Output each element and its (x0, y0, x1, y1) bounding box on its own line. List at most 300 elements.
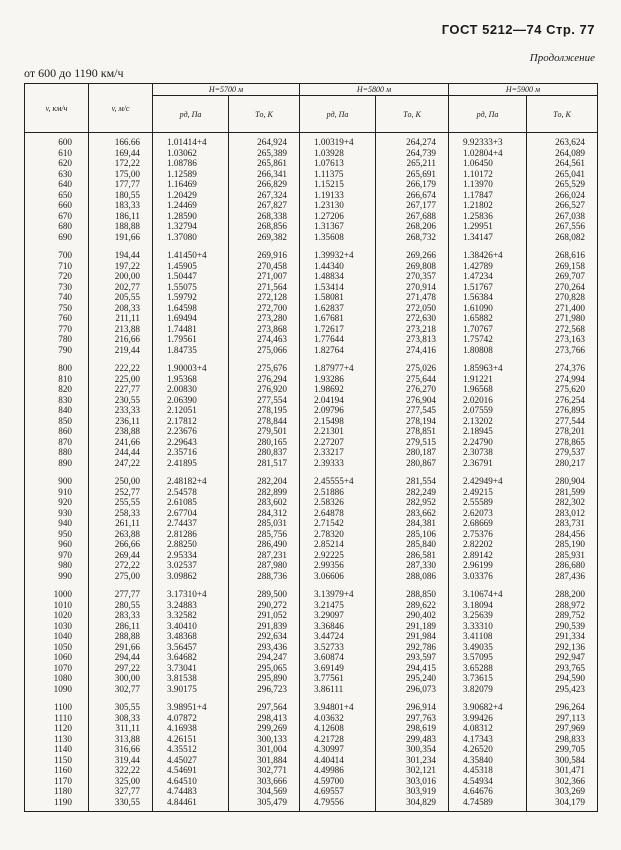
cell-t-h5700: 295,890 (229, 673, 300, 684)
cell-v-ms: 252,77 (89, 487, 153, 498)
cell-v-ms: 322,22 (89, 765, 153, 776)
cell-t-h5900: 294,590 (527, 673, 598, 684)
cell-t-h5900: 285,931 (527, 550, 598, 561)
table-row (25, 713, 598, 724)
cell-p-h5800: 2.27207 (300, 437, 376, 448)
cell-v-kmh: 1020 (25, 610, 89, 621)
cell-p-h5800: 4.30997 (300, 744, 376, 755)
cell-p-h5700: 2.74437 (153, 518, 229, 529)
table-row (25, 158, 598, 169)
cell-v-kmh: 620 (25, 158, 89, 169)
cell-t-h5700: 275,676 (229, 355, 300, 374)
table-row (25, 221, 598, 232)
cell-t-h5800: 276,270 (376, 384, 449, 395)
cell-p-h5900: 3.33310 (449, 621, 527, 632)
cell-p-h5800: 2.51886 (300, 487, 376, 498)
cell-v-kmh: 830 (25, 395, 89, 406)
cell-p-h5700: 4.74483 (153, 786, 229, 797)
cell-v-ms: 258,33 (89, 508, 153, 519)
cell-p-h5800: 1.67681 (300, 313, 376, 324)
cell-v-ms: 283,33 (89, 610, 153, 621)
cell-p-h5800: 1.53414 (300, 282, 376, 293)
cell-p-h5800: 2.92225 (300, 550, 376, 561)
cell-p-h5900: 3.03376 (449, 571, 527, 582)
cell-p-h5800: 2.39333 (300, 458, 376, 469)
cell-p-h5700: 4.35512 (153, 744, 229, 755)
cell-p-h5800: 1.35608 (300, 232, 376, 243)
table-row (25, 190, 598, 201)
cell-t-h5800: 277,545 (376, 405, 449, 416)
cell-p-h5800: 2.21301 (300, 426, 376, 437)
cell-p-h5700: 4.26151 (153, 734, 229, 745)
cell-t-h5700: 286,490 (229, 539, 300, 550)
cell-t-h5700: 283,602 (229, 497, 300, 508)
cell-p-h5800: 4.21728 (300, 734, 376, 745)
cell-t-h5900: 290,539 (527, 621, 598, 632)
cell-v-kmh: 730 (25, 282, 89, 293)
cell-v-kmh: 650 (25, 190, 89, 201)
cell-t-h5700: 264,924 (229, 133, 300, 148)
cell-v-kmh: 930 (25, 508, 89, 519)
cell-p-h5900: 2.07559 (449, 405, 527, 416)
cell-t-h5700: 281,517 (229, 458, 300, 469)
cell-p-h5800: 3.94801+4 (300, 694, 376, 713)
cell-v-kmh: 850 (25, 416, 89, 427)
cell-t-h5800: 266,674 (376, 190, 449, 201)
cell-p-h5700: 3.81538 (153, 673, 229, 684)
header-group-h5800: H=5800 м (300, 84, 449, 96)
cell-t-h5700: 265,861 (229, 158, 300, 169)
table-row (25, 734, 598, 745)
cell-t-h5800: 281,554 (376, 468, 449, 487)
cell-v-kmh: 890 (25, 458, 89, 469)
table-body (25, 133, 598, 812)
cell-p-h5900: 2.96199 (449, 560, 527, 571)
cell-t-h5900: 297,113 (527, 713, 598, 724)
cell-p-h5900: 3.65288 (449, 663, 527, 674)
cell-v-kmh: 980 (25, 560, 89, 571)
cell-t-h5700: 290,272 (229, 600, 300, 611)
cell-t-h5900: 276,254 (527, 395, 598, 406)
cell-p-h5700: 1.37080 (153, 232, 229, 243)
cell-p-h5800: 4.03632 (300, 713, 376, 724)
cell-t-h5700: 276,920 (229, 384, 300, 395)
cell-t-h5700: 269,916 (229, 242, 300, 261)
cell-p-h5800: 1.62837 (300, 303, 376, 314)
table-row (25, 345, 598, 356)
cell-v-ms: 219,44 (89, 345, 153, 356)
cell-p-h5700: 1.69494 (153, 313, 229, 324)
cell-t-h5900: 281,599 (527, 487, 598, 498)
cell-p-h5800: 1.39932+4 (300, 242, 376, 261)
cell-p-h5700: 3.90175 (153, 684, 229, 695)
cell-v-ms: 208,33 (89, 303, 153, 314)
cell-v-ms: 205,55 (89, 292, 153, 303)
cell-t-h5900: 299,705 (527, 744, 598, 755)
cell-p-h5700: 3.64682 (153, 652, 229, 663)
cell-v-ms: 327,77 (89, 786, 153, 797)
cell-t-h5700: 280,837 (229, 447, 300, 458)
cell-p-h5900: 1.51767 (449, 282, 527, 293)
cell-p-h5700: 2.35716 (153, 447, 229, 458)
cell-t-h5900: 275,620 (527, 384, 598, 395)
cell-p-h5900: 1.34147 (449, 232, 527, 243)
cell-p-h5900: 1.42789 (449, 261, 527, 272)
cell-t-h5900: 269,707 (527, 271, 598, 282)
cell-t-h5900: 301,471 (527, 765, 598, 776)
cell-p-h5700: 4.16938 (153, 723, 229, 734)
cell-p-h5800: 2.71542 (300, 518, 376, 529)
cell-t-h5700: 271,564 (229, 282, 300, 293)
cell-v-ms: 197,22 (89, 261, 153, 272)
cell-t-h5700: 278,195 (229, 405, 300, 416)
cell-t-h5900: 297,969 (527, 723, 598, 734)
cell-v-ms: 250,00 (89, 468, 153, 487)
cell-v-kmh: 630 (25, 169, 89, 180)
table-row (25, 642, 598, 653)
cell-p-h5900: 2.49215 (449, 487, 527, 498)
cell-t-h5800: 272,050 (376, 303, 449, 314)
cell-t-h5900: 295,423 (527, 684, 598, 695)
table-row (25, 447, 598, 458)
cell-t-h5900: 284,456 (527, 529, 598, 540)
cell-p-h5700: 2.41895 (153, 458, 229, 469)
cell-t-h5900: 292,947 (527, 652, 598, 663)
table-row (25, 487, 598, 498)
table-row (25, 395, 598, 406)
cell-t-h5900: 268,082 (527, 232, 598, 243)
cell-p-h5700: 3.17310+4 (153, 581, 229, 600)
cell-p-h5900: 1.06450 (449, 158, 527, 169)
cell-v-kmh: 1130 (25, 734, 89, 745)
cell-p-h5800: 4.79556 (300, 797, 376, 812)
cell-p-h5700: 3.40410 (153, 621, 229, 632)
cell-p-h5900: 1.29951 (449, 221, 527, 232)
cell-p-h5800: 1.87977+4 (300, 355, 376, 374)
cell-v-kmh: 1160 (25, 765, 89, 776)
table-row (25, 684, 598, 695)
cell-p-h5700: 2.95334 (153, 550, 229, 561)
cell-v-kmh: 680 (25, 221, 89, 232)
cell-p-h5800: 1.03928 (300, 148, 376, 159)
cell-v-kmh: 870 (25, 437, 89, 448)
cell-v-ms: 188,88 (89, 221, 153, 232)
cell-t-h5800: 265,211 (376, 158, 449, 169)
cell-t-h5800: 267,688 (376, 211, 449, 222)
cell-v-ms: 297,22 (89, 663, 153, 674)
cell-t-h5700: 274,463 (229, 334, 300, 345)
table-row (25, 765, 598, 776)
cell-v-kmh: 1120 (25, 723, 89, 734)
cell-p-h5800: 2.64878 (300, 508, 376, 519)
cell-t-h5900: 273,163 (527, 334, 598, 345)
cell-v-ms: 169,44 (89, 148, 153, 159)
table-row (25, 600, 598, 611)
cell-p-h5900: 2.30738 (449, 447, 527, 458)
cell-t-h5900: 263,624 (527, 133, 598, 148)
table-row (25, 426, 598, 437)
cell-t-h5900: 265,041 (527, 169, 598, 180)
cell-t-h5900: 267,038 (527, 211, 598, 222)
cell-v-ms: 222,22 (89, 355, 153, 374)
cell-t-h5800: 287,330 (376, 560, 449, 571)
cell-v-ms: 316,66 (89, 744, 153, 755)
cell-p-h5900: 4.35840 (449, 755, 527, 766)
cell-p-h5800: 3.13979+4 (300, 581, 376, 600)
cell-v-ms: 269,44 (89, 550, 153, 561)
cell-p-h5700: 1.74481 (153, 324, 229, 335)
cell-p-h5700: 1.41450+4 (153, 242, 229, 261)
cell-p-h5800: 3.52733 (300, 642, 376, 653)
cell-p-h5900: 4.54934 (449, 776, 527, 787)
cell-t-h5900: 280,904 (527, 468, 598, 487)
cell-t-h5700: 293,436 (229, 642, 300, 653)
cell-p-h5900: 1.70767 (449, 324, 527, 335)
cell-p-h5700: 1.12589 (153, 169, 229, 180)
cell-t-h5700: 276,294 (229, 374, 300, 385)
header-p-1: pд, Па (153, 96, 229, 133)
header-t-3: Tо, K (527, 96, 598, 133)
cell-p-h5900: 3.49035 (449, 642, 527, 653)
cell-t-h5700: 272,700 (229, 303, 300, 314)
cell-p-h5800: 1.23130 (300, 200, 376, 211)
cell-v-ms: 275,00 (89, 571, 153, 582)
cell-t-h5700: 295,065 (229, 663, 300, 674)
cell-t-h5900: 274,376 (527, 355, 598, 374)
cell-p-h5900: 2.18945 (449, 426, 527, 437)
cell-t-h5700: 285,756 (229, 529, 300, 540)
cell-p-h5800: 4.59700 (300, 776, 376, 787)
cell-p-h5700: 1.01414+4 (153, 133, 229, 148)
cell-p-h5800: 3.69149 (300, 663, 376, 674)
cell-t-h5700: 292,634 (229, 631, 300, 642)
table-row (25, 416, 598, 427)
cell-t-h5900: 292,136 (527, 642, 598, 653)
cell-t-h5700: 287,980 (229, 560, 300, 571)
cell-p-h5800: 1.00319+4 (300, 133, 376, 148)
cell-v-ms: 286,11 (89, 621, 153, 632)
cell-p-h5800: 4.49986 (300, 765, 376, 776)
cell-v-ms: 288,88 (89, 631, 153, 642)
cell-t-h5900: 287,436 (527, 571, 598, 582)
cell-p-h5800: 4.12608 (300, 723, 376, 734)
header-group-h5900: H=5900 м (449, 84, 598, 96)
table-row (25, 292, 598, 303)
cell-t-h5700: 282,899 (229, 487, 300, 498)
cell-v-ms: 305,55 (89, 694, 153, 713)
cell-t-h5700: 277,554 (229, 395, 300, 406)
cell-t-h5700: 266,341 (229, 169, 300, 180)
cell-p-h5900: 1.91221 (449, 374, 527, 385)
cell-p-h5700: 3.32582 (153, 610, 229, 621)
cell-t-h5800: 294,415 (376, 663, 449, 674)
cell-v-kmh: 1080 (25, 673, 89, 684)
cell-t-h5700: 294,247 (229, 652, 300, 663)
cell-p-h5700: 2.23676 (153, 426, 229, 437)
table-row (25, 550, 598, 561)
cell-t-h5800: 289,622 (376, 600, 449, 611)
table-row (25, 148, 598, 159)
table-row (25, 694, 598, 713)
cell-p-h5900: 2.42949+4 (449, 468, 527, 487)
cell-v-ms: 225,00 (89, 374, 153, 385)
cell-p-h5800: 1.93286 (300, 374, 376, 385)
cell-p-h5700: 2.67704 (153, 508, 229, 519)
cell-v-kmh: 750 (25, 303, 89, 314)
cell-t-h5700: 285,031 (229, 518, 300, 529)
cell-t-h5800: 286,581 (376, 550, 449, 561)
cell-p-h5700: 1.03062 (153, 148, 229, 159)
cell-t-h5900: 283,012 (527, 508, 598, 519)
cell-p-h5800: 4.69557 (300, 786, 376, 797)
cell-v-kmh: 1090 (25, 684, 89, 695)
cell-t-h5900: 268,616 (527, 242, 598, 261)
cell-p-h5800: 2.33217 (300, 447, 376, 458)
cell-p-h5800: 3.06606 (300, 571, 376, 582)
cell-v-ms: 308,33 (89, 713, 153, 724)
cell-t-h5700: 299,269 (229, 723, 300, 734)
cell-p-h5700: 4.54691 (153, 765, 229, 776)
cell-v-kmh: 1190 (25, 797, 89, 812)
cell-v-kmh: 1140 (25, 744, 89, 755)
table-row (25, 468, 598, 487)
cell-p-h5800: 1.19133 (300, 190, 376, 201)
cell-v-kmh: 710 (25, 261, 89, 272)
cell-t-h5900: 274,994 (527, 374, 598, 385)
cell-t-h5700: 289,500 (229, 581, 300, 600)
cell-p-h5900: 1.25836 (449, 211, 527, 222)
cell-p-h5700: 1.79561 (153, 334, 229, 345)
cell-t-h5900: 277,544 (527, 416, 598, 427)
table-row (25, 581, 598, 600)
cell-t-h5800: 282,249 (376, 487, 449, 498)
cell-t-h5700: 266,829 (229, 179, 300, 190)
cell-p-h5700: 3.73041 (153, 663, 229, 674)
cell-p-h5700: 1.16469 (153, 179, 229, 190)
cell-p-h5800: 3.44724 (300, 631, 376, 642)
cell-t-h5900: 270,264 (527, 282, 598, 293)
table-row (25, 621, 598, 632)
cell-p-h5900: 2.02016 (449, 395, 527, 406)
cell-t-h5700: 297,564 (229, 694, 300, 713)
cell-t-h5900: 282,302 (527, 497, 598, 508)
cell-t-h5900: 286,680 (527, 560, 598, 571)
cell-t-h5800: 273,813 (376, 334, 449, 345)
table-row (25, 355, 598, 374)
cell-t-h5700: 278,844 (229, 416, 300, 427)
table-row (25, 242, 598, 261)
cell-t-h5800: 271,478 (376, 292, 449, 303)
cell-t-h5900: 266,527 (527, 200, 598, 211)
cell-t-h5800: 296,914 (376, 694, 449, 713)
cell-p-h5700: 2.06390 (153, 395, 229, 406)
cell-p-h5800: 1.72617 (300, 324, 376, 335)
cell-v-ms: 280,55 (89, 600, 153, 611)
cell-v-ms: 194,44 (89, 242, 153, 261)
cell-t-h5700: 288,736 (229, 571, 300, 582)
cell-t-h5900: 298,833 (527, 734, 598, 745)
table-row (25, 282, 598, 293)
cell-t-h5800: 272,630 (376, 313, 449, 324)
cell-t-h5900: 285,190 (527, 539, 598, 550)
cell-p-h5900: 3.18094 (449, 600, 527, 611)
cell-p-h5800: 3.29097 (300, 610, 376, 621)
cell-p-h5900: 1.47234 (449, 271, 527, 282)
cell-p-h5900: 4.74589 (449, 797, 527, 812)
cell-v-ms: 177,77 (89, 179, 153, 190)
cell-p-h5900: 1.96568 (449, 384, 527, 395)
cell-t-h5800: 292,786 (376, 642, 449, 653)
cell-p-h5900: 1.38426+4 (449, 242, 527, 261)
cell-t-h5800: 303,016 (376, 776, 449, 787)
cell-p-h5800: 2.15498 (300, 416, 376, 427)
cell-p-h5700: 1.08786 (153, 158, 229, 169)
cell-p-h5700: 4.84461 (153, 797, 229, 812)
cell-v-kmh: 970 (25, 550, 89, 561)
cell-v-ms: 166.66 (89, 133, 153, 148)
cell-t-h5800: 270,914 (376, 282, 449, 293)
cell-p-h5900: 2.13202 (449, 416, 527, 427)
cell-p-h5700: 2.54578 (153, 487, 229, 498)
cell-p-h5800: 1.77644 (300, 334, 376, 345)
cell-t-h5900: 293,765 (527, 663, 598, 674)
cell-t-h5700: 273,280 (229, 313, 300, 324)
cell-t-h5800: 276,904 (376, 395, 449, 406)
header-group-h5700: H=5700 м (153, 84, 300, 96)
cell-v-kmh: 860 (25, 426, 89, 437)
cell-p-h5800: 2.09796 (300, 405, 376, 416)
cell-v-kmh: 1050 (25, 642, 89, 653)
cell-v-ms: 263,88 (89, 529, 153, 540)
cell-t-h5800: 285,106 (376, 529, 449, 540)
cell-v-ms: 294,44 (89, 652, 153, 663)
cell-p-h5900: 3.99426 (449, 713, 527, 724)
continuation-note: Продолжение (529, 52, 595, 64)
cell-t-h5800: 295,240 (376, 673, 449, 684)
table-row (25, 610, 598, 621)
cell-t-h5800: 290,402 (376, 610, 449, 621)
header-p-2: pд, Па (300, 96, 376, 133)
table-row (25, 169, 598, 180)
cell-t-h5700: 267,827 (229, 200, 300, 211)
cell-t-h5800: 301,234 (376, 755, 449, 766)
cell-t-h5700: 282,204 (229, 468, 300, 487)
cell-p-h5900: 2.82202 (449, 539, 527, 550)
cell-t-h5700: 301,004 (229, 744, 300, 755)
cell-t-h5900: 273,766 (527, 345, 598, 356)
cell-t-h5900: 288,200 (527, 581, 598, 600)
cell-p-h5700: 1.90003+4 (153, 355, 229, 374)
cell-p-h5700: 3.02537 (153, 560, 229, 571)
cell-t-h5800: 283,662 (376, 508, 449, 519)
table-row (25, 744, 598, 755)
cell-t-h5700: 300,133 (229, 734, 300, 745)
cell-t-h5900: 272,568 (527, 324, 598, 335)
cell-t-h5900: 280,217 (527, 458, 598, 469)
cell-p-h5900: 2.55589 (449, 497, 527, 508)
table-row (25, 133, 598, 148)
cell-v-kmh: 700 (25, 242, 89, 261)
cell-t-h5800: 275,026 (376, 355, 449, 374)
table-row (25, 271, 598, 282)
table-row (25, 539, 598, 550)
cell-t-h5700: 280,165 (229, 437, 300, 448)
cell-v-ms: 200,00 (89, 271, 153, 282)
cell-v-ms: 261,11 (89, 518, 153, 529)
cell-p-h5900: 2.36791 (449, 458, 527, 469)
header-v-kmh: v, км/ч (25, 84, 89, 133)
header-t-1: Tо, K (229, 96, 300, 133)
